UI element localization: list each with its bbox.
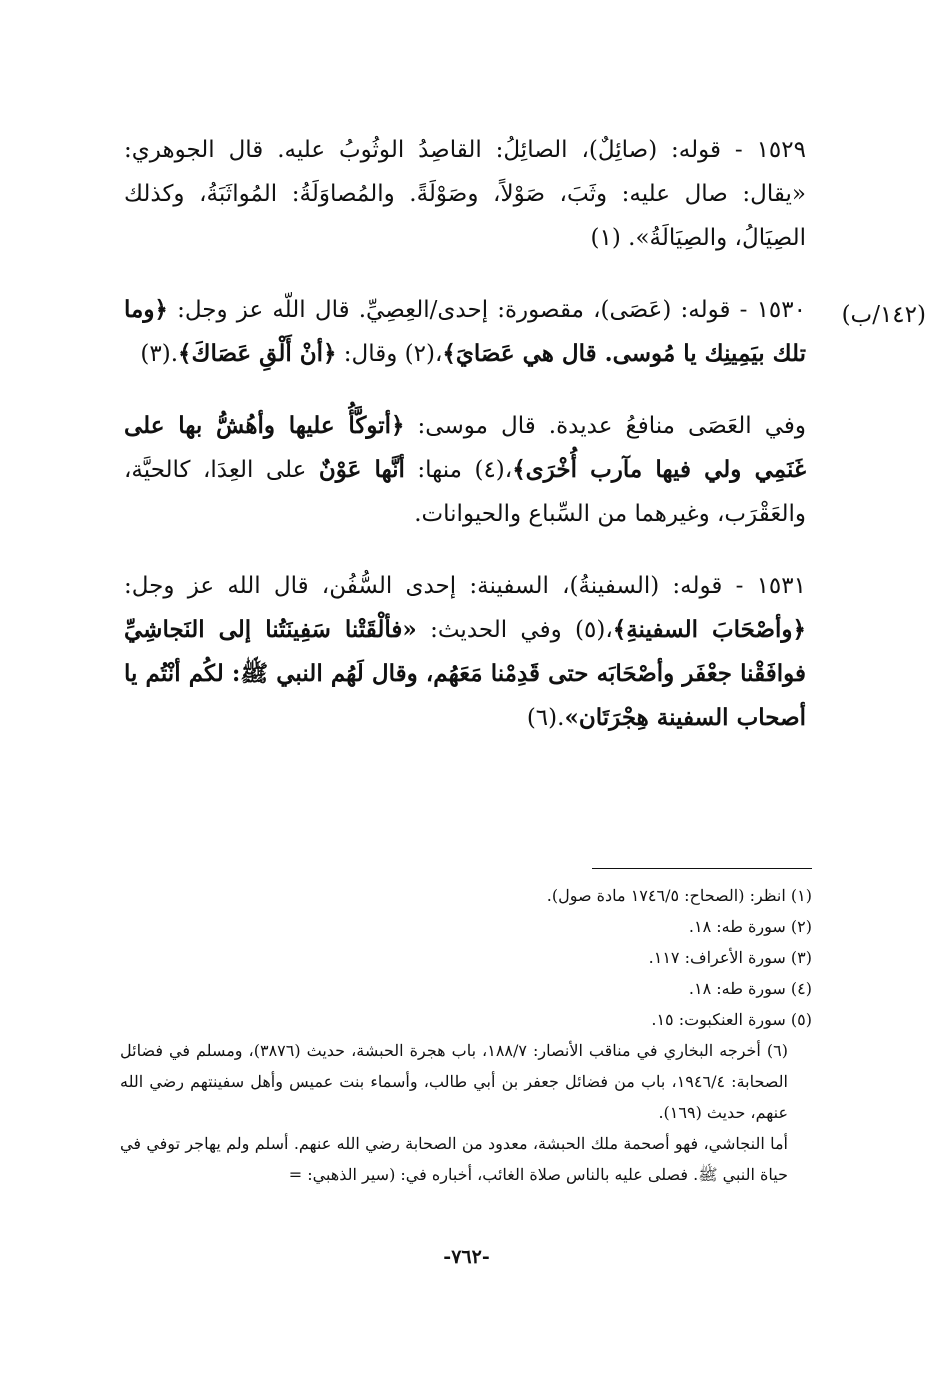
footnotes	[120, 880, 812, 1190]
entry-1531	[124, 564, 806, 740]
quran-quote: ﴿وما تلك بيَمِينِك يا مُوسى. قال هي عَصَايَ﴾	[124, 296, 806, 367]
entry-text: ،(٢) وقال:	[336, 341, 443, 367]
entry-text: وفي العَصَى منافعُ عديدة. قال موسى:	[404, 413, 806, 439]
entry-text: .(٣)	[140, 341, 179, 367]
footnote-divider	[592, 868, 812, 869]
footnote-4: (٤) سورة طه: ١٨.	[688, 979, 812, 998]
footnote-1: (١) انظر: (الصحاح: ١٧٤٦/٥ مادة صول).	[546, 886, 812, 905]
footnote-6: (٦) أخرجه البخاري في مناقب الأنصار: ١٨٨/٧، باب هجرة الحبشة، حديث (٣٨٧٦)، ومسلم في فضائل الصحابة: ١٩٤٦/٤، باب من فضائل جعفر بن أبي طالب، وأسماء بنت عميس وأهل سفينتهم رضي الله عنهم، حديث (١٦٩).	[120, 1041, 788, 1122]
entry-text: ،(٥) وفي الحديث:	[416, 617, 613, 643]
footnote-3: (٣) سورة الأعراف: ١١٧.	[648, 948, 812, 967]
footnote-6-continuation: أما النجاشي، فهو أصحمة ملك الحبشة، معدود من الصحابة رضي الله عنهم. أسلم ولم يهاجر توفي في حياة النبي ﷺ. فصلى عليه بالناس صلاة الغائب، أخباره في: (سير الذهبي: =	[120, 1134, 788, 1184]
entry-text: ١٥٣١ - قوله: (السفينةُ)، السفينة: إحدى السُّفُن، قال الله عز وجل:	[124, 573, 806, 599]
entry-text: ١٥٣٠ - قوله: (عَصَى)، مقصورة: إحدى/العِصِيِّ. قال اللّه عز وجل:	[167, 297, 806, 323]
margin-folio-note: (١٤٢/ب)	[841, 302, 926, 328]
quran-quote: ﴿وأصْحَابَ السفينةِ﴾	[612, 616, 806, 643]
footnote-5: (٥) سورة العنكبوت: ١٥.	[651, 1010, 812, 1029]
emphasis-text: أنَّها عَوْنٌ	[318, 456, 405, 483]
entry-text: .(٦)	[526, 705, 565, 731]
entry-1529	[124, 128, 806, 260]
entry-text: ١٥٢٩ - قوله: (صائِلٌ)، الصائِلُ: القاصِدُ الوثُوبُ عليه. قال الجوهري: «يقال: صال عليه: وثَبَ، صَوْلاً، وصَوْلَةً. والمُصاوَلَةُ: المُواثَبَةُ، وكذلك الصِيَالُ، والصِيَالَةُ». (١)	[124, 137, 806, 251]
page-number: -٧٦٢-	[443, 1246, 490, 1268]
entry-staff-benefits	[124, 404, 806, 536]
entry-text: على العِدَا، كالحيَّة، والعَقْرَب، وغيرهما من السِّباع والحيوانات.	[124, 457, 806, 527]
quran-quote: ﴿أنْ أَلْقِ عَصَاكَ﴾	[178, 340, 337, 367]
quran-quote: ﴿أتوكَّأُ عليها وأهُشُّ بها على غَنَمِي ولي فيها مآرب أُخْرَى﴾	[124, 412, 807, 483]
entry-1530	[124, 288, 806, 376]
footnote-2: (٢) سورة طه: ١٨.	[688, 917, 812, 936]
main-text	[124, 128, 806, 768]
entry-text: ،(٤) منها:	[404, 457, 513, 483]
hadith-quote: «فألْقَتْنا سَفِينَتُنا إلى النَجاشِيِّ فوافَقْنا جعْفَر وأصْحَابَه حتى قَدِمْنا مَعَهُم، وقال لَهُم النبي ﷺ: لكُم أنْتُم يا أصحاب السفينة هِجْرَتَان»	[124, 616, 806, 731]
